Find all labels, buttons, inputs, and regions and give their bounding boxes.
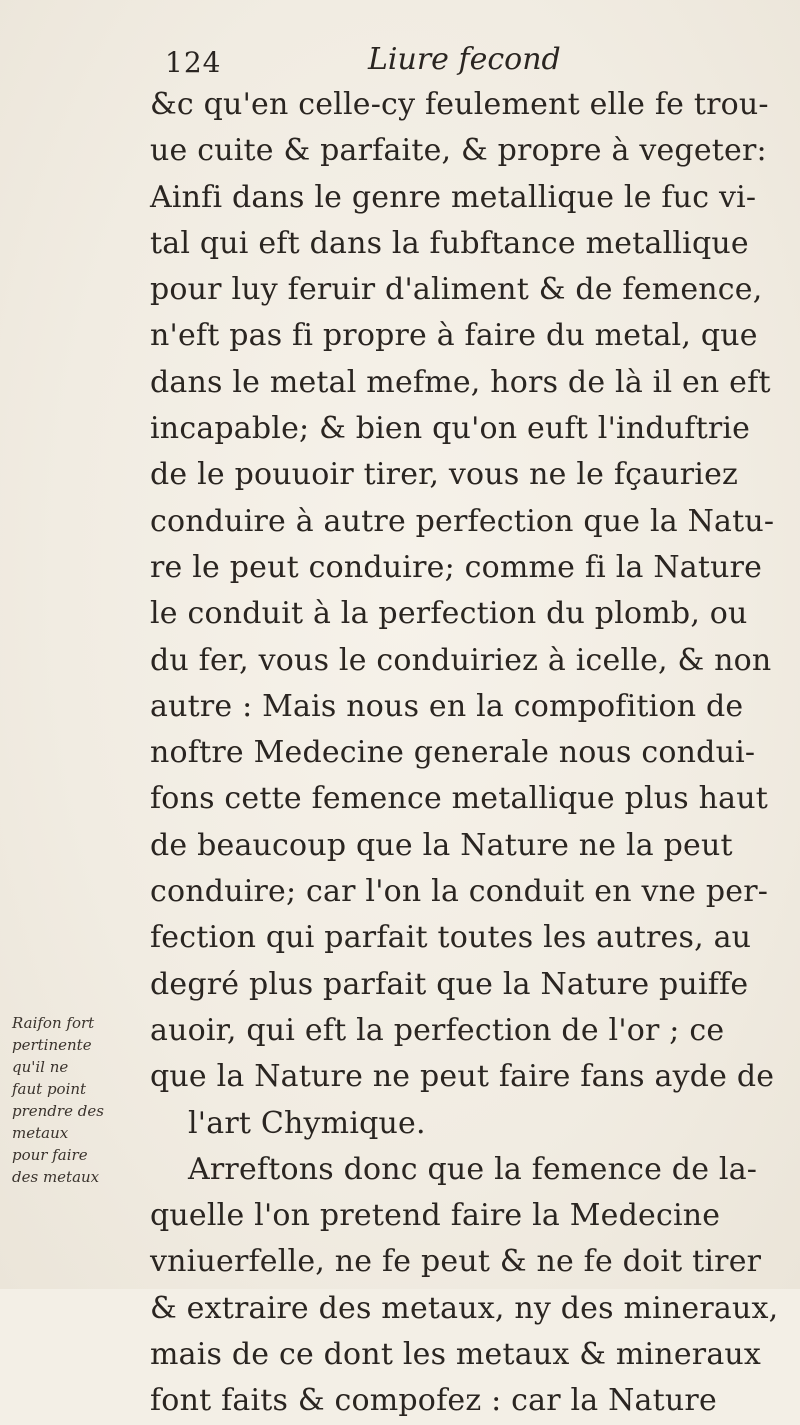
text-line: incapable; & bien qu'on euft l'induftrie <box>150 411 751 447</box>
text-line: & extraire des metaux, ny des mineraux, <box>150 1290 779 1326</box>
text-line: degré plus parfait que la Nature puiffe <box>150 966 749 1002</box>
text-line: que la Nature ne peut faire fans ayde de <box>150 1059 775 1095</box>
text-line: pour luy feruir d'aliment & de femence, <box>150 272 763 308</box>
text-line: conduire à autre perfection que la Natu- <box>150 503 775 539</box>
text-line: vniuerfelle, ne fe peut & ne fe doit tirer <box>150 1244 762 1280</box>
running-title: Liure fecond <box>368 42 561 77</box>
body-text <box>150 82 779 1425</box>
text-line: de beaucoup que la Nature ne la peut <box>150 827 733 863</box>
text-line: conduire; car l'on la conduit en vne per- <box>150 874 769 910</box>
page-number: 124 <box>165 46 222 79</box>
margin-note <box>12 1012 142 1188</box>
text-line: &c qu'en celle-cy feulement elle fe trou- <box>150 87 769 122</box>
text-line: Ainfi dans le genre metallique le fuc vi- <box>150 179 757 215</box>
text-line: fection qui parfait toutes les autres, au <box>150 920 752 956</box>
text-line: autre : Mais nous en la compofition de <box>150 688 744 724</box>
margin-note-line: prendre des <box>12 1102 104 1120</box>
text-line: fons cette femence metallique plus haut <box>150 781 769 817</box>
text-line: quelle l'on pretend faire la Medecine <box>150 1198 721 1234</box>
text-line: ue cuite & parfaite, & propre à vegeter: <box>150 133 767 169</box>
text-line: dans le metal mefme, hors de là il en eft <box>150 364 771 400</box>
text-line: mais de ce dont les metaux & mineraux <box>150 1337 762 1373</box>
margin-note-line: Raifon fort <box>12 1014 95 1032</box>
text-line: noftre Medecine generale nous condui- <box>150 735 756 771</box>
text-line: l'art Chymique. <box>188 1105 426 1141</box>
text-line: font faits & compofez : car la Nature <box>150 1383 717 1419</box>
text-line: re le peut conduire; comme fi la Nature <box>150 549 763 585</box>
margin-note-line: des metaux <box>12 1168 100 1186</box>
margin-note-line: pour faire <box>12 1146 88 1164</box>
text-line: Arreftons donc que la femence de la- <box>188 1151 758 1187</box>
margin-note-line: pertinente <box>12 1036 92 1054</box>
text-line: auoir, qui eft la perfection de l'or ; ce <box>150 1012 725 1048</box>
margin-note-line: metaux <box>12 1124 69 1142</box>
text-line: du fer, vous le conduiriez à icelle, & non <box>150 642 772 678</box>
text-line: le conduit à la perfection du plomb, ou <box>150 596 748 632</box>
margin-note-line: faut point <box>12 1080 87 1098</box>
page-header <box>150 42 610 82</box>
margin-note-line: qu'il ne <box>12 1058 69 1076</box>
text-line: de le pouuoir tirer, vous ne le fçauriez <box>150 457 739 493</box>
text-line: tal qui eft dans la fubftance metallique <box>150 225 749 261</box>
text-line: n'eft pas fi propre à faire du metal, que <box>150 318 758 354</box>
